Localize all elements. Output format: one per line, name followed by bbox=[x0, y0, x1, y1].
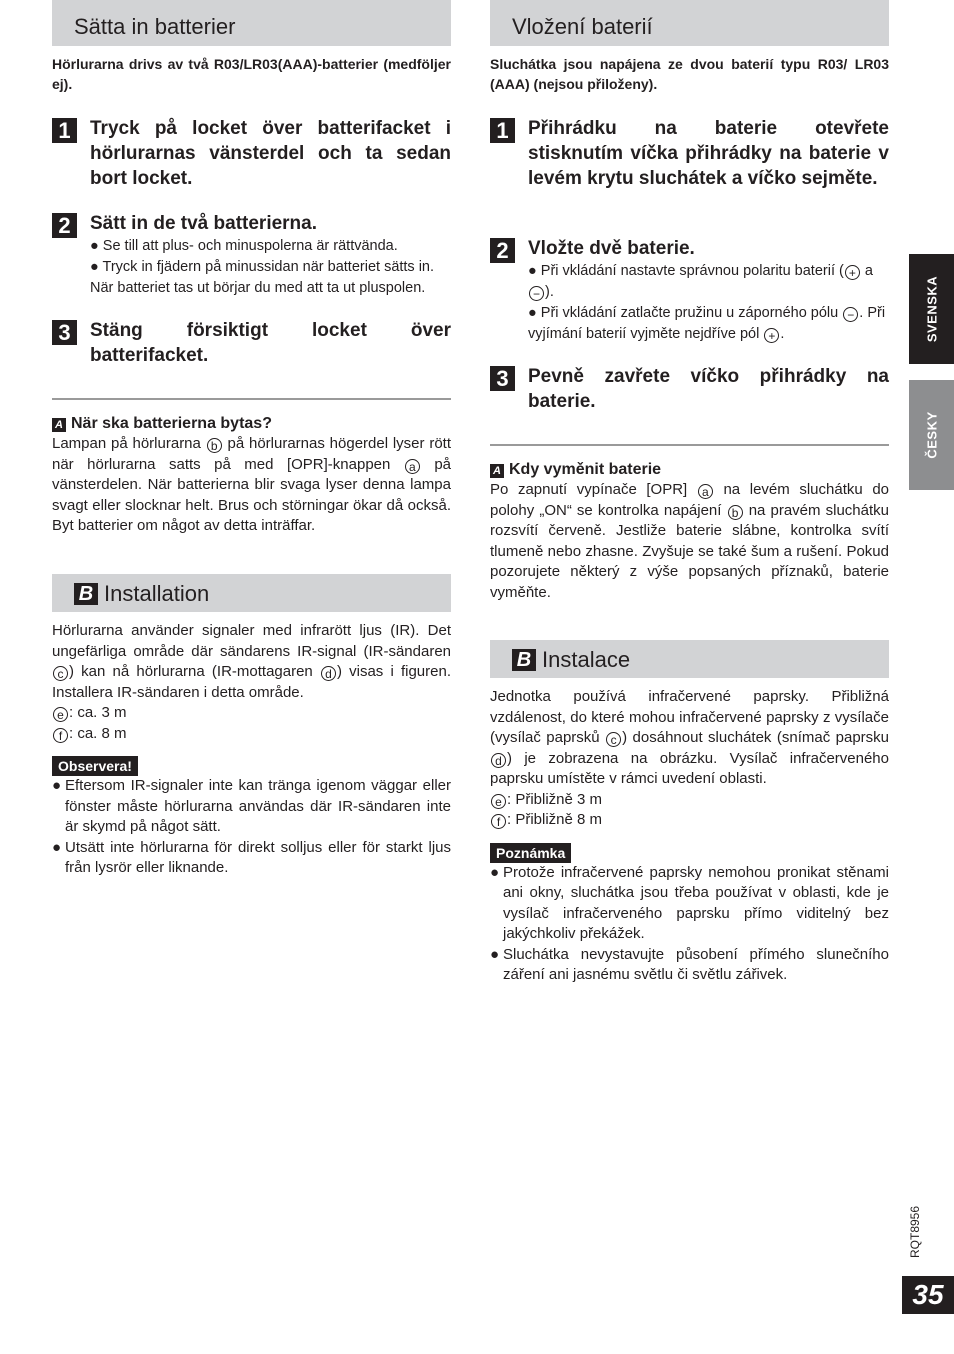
step-text: Tryck på locket över batterifacket i hörlurarnas vänsterdel och ta sedan bort locket. bbox=[90, 118, 451, 189]
swedish-column bbox=[52, 0, 452, 876]
step-number: 1 bbox=[490, 118, 515, 143]
label-b-icon: B bbox=[74, 583, 98, 605]
step-bullet: ● Tryck in fjädern på minussidan när batteriet sätts in. När batteriet tas ut börjar du med att ta ut pluspolen. bbox=[90, 259, 435, 296]
subsection-heading: A Kdy vyměnit baterie bbox=[490, 460, 889, 480]
plus-icon: + bbox=[845, 265, 860, 280]
paragraph: Hörlurarna använder signaler med infrarött ljus (IR). Det ungefärliga område där sändarens IR-signal (IR-sändaren c ) kan nå hörlurarna (IR-mottagaren d ) visas i figuren. Installera IR-sändaren i detta område. bbox=[52, 622, 451, 701]
note-label: Observera! bbox=[52, 756, 138, 776]
installation-body bbox=[52, 621, 451, 879]
step-text: Sätt in de två batterierna. bbox=[90, 213, 318, 234]
step-2 bbox=[52, 211, 451, 299]
callout-c-icon: c bbox=[53, 666, 68, 681]
paragraph: Po zapnutí vypínače [OPR] a na levém sluchátku do polohy „ON“ se kontrolka napájení b na pravém sluchátku rozsvítí červeně. Jestliže baterie slábne, kontrolka svítí tlumeně nebo zhasne. Zvyšuje se také šum a rušení. Pokud pozorujete některý z výše popsaných příznaků, baterie vyměňte. bbox=[490, 481, 890, 601]
callout-b-icon: b bbox=[728, 505, 743, 520]
callout-c-icon: c bbox=[606, 732, 621, 747]
tab-label: ČESKY bbox=[924, 411, 939, 459]
step-bullet: ● Při vkládání nastavte správnou polaritu baterií ( + a − ). bbox=[528, 263, 873, 301]
step-number: 2 bbox=[52, 213, 77, 238]
callout-f-icon: f bbox=[53, 728, 68, 743]
label-a-icon: A bbox=[490, 464, 504, 478]
tab-label: SVENSKA bbox=[924, 275, 939, 343]
step-text: Stäng försiktigt locket över batterifacket. bbox=[90, 320, 451, 366]
subsection-heading: A När ska batterierna bytas? bbox=[52, 414, 451, 434]
language-tab-svenska bbox=[909, 254, 954, 364]
step-2 bbox=[490, 236, 889, 345]
installation-body bbox=[490, 687, 889, 986]
language-tab-cesky bbox=[909, 380, 954, 490]
callout-a-icon: a bbox=[405, 459, 420, 474]
minus-icon: − bbox=[843, 307, 858, 322]
note-item: ● Utsätt inte hörlurarna för direkt solljus eller för starkt ljus från lysrör eller liknande. bbox=[52, 838, 451, 876]
minus-icon: − bbox=[529, 286, 544, 301]
callout-f-icon: f bbox=[491, 814, 506, 829]
callout-d-icon: d bbox=[491, 753, 506, 768]
note-item: ● Protože infračervené paprsky nemohou pronikat stěnami ani okny, sluchátka jsou třeba používat v oblasti, kde je vysílač infračerveného paprsku přímo viditelný bez jakýchkoliv překážek. bbox=[490, 863, 889, 942]
divider bbox=[490, 444, 889, 446]
distance-e: e : Přibližně 3 m bbox=[490, 790, 889, 811]
note-item: ● Sluchátka nevystavujte působení přímého slunečního záření ani jasnému světlu či světlu zářivek. bbox=[490, 945, 889, 983]
page-number: 35 bbox=[902, 1276, 954, 1314]
section-header bbox=[52, 0, 451, 46]
step-bullet: ● Při vkládání zatlačte pružinu u záporného pólu − . Při vyjímání baterií vyjměte nejdříve pól + . bbox=[528, 305, 886, 343]
label-b-icon: B bbox=[512, 649, 536, 671]
battery-replace-section bbox=[52, 414, 451, 537]
step-number: 3 bbox=[52, 320, 77, 345]
step-number: 1 bbox=[52, 118, 77, 143]
callout-a-icon: a bbox=[698, 484, 713, 499]
callout-e-icon: e bbox=[53, 707, 68, 722]
section-title: Installation bbox=[104, 581, 210, 606]
step-3 bbox=[490, 364, 889, 414]
distance-f: f : ca. 8 m bbox=[52, 724, 451, 745]
plus-icon: + bbox=[764, 328, 779, 343]
installation-header bbox=[490, 640, 889, 678]
intro-text: Hörlurarna drivs av två R03/LR03(AAA)-batterier (medföljer ej). bbox=[52, 56, 451, 92]
step-1 bbox=[52, 116, 451, 191]
divider bbox=[52, 398, 451, 400]
distance-f: f : Přibližně 8 m bbox=[490, 810, 889, 831]
step-1 bbox=[490, 116, 889, 191]
step-number: 3 bbox=[490, 366, 515, 391]
paragraph: Lampan på hörlurarna b på hörlurarnas högerdel lyser rött när hörlurarna satts på med [OPR]-knappen a på vänsterdelen. När batterierna blir svaga lyser denna lampa svagt eller slocknar helt. Brus och störningar ökar då också. Byt batterier om något av detta inträffar. bbox=[52, 435, 452, 534]
section-title: Sätta in batterier bbox=[74, 14, 236, 39]
label-a-icon: A bbox=[52, 418, 66, 432]
intro-text: Sluchátka jsou napájena ze dvou baterií typu R03/ LR03 (AAA) (nejsou přiloženy). bbox=[490, 56, 889, 92]
note-label: Poznámka bbox=[490, 843, 571, 863]
callout-b-icon: b bbox=[207, 438, 222, 453]
section-title: Instalace bbox=[542, 647, 631, 672]
step-text: Vložte dvě baterie. bbox=[528, 238, 695, 259]
paragraph: Jednotka používá infračervené paprsky. Přibližná vzdálenost, do které mohou infračervené paprsky z vysílače (vysílač paprsků c ) dosáhnout sluchátek (snímač paprsku d ) je zobrazena na obrázku. Vysílač infračerveného paprsku umístěte v rámci uvedení oblasti. bbox=[490, 688, 890, 787]
step-3 bbox=[52, 318, 451, 368]
battery-replace-section bbox=[490, 460, 889, 603]
czech-column bbox=[490, 0, 890, 983]
installation-header bbox=[52, 574, 451, 612]
callout-d-icon: d bbox=[321, 666, 336, 681]
document-code: RQT8956 bbox=[908, 1205, 922, 1259]
callout-e-icon: e bbox=[491, 794, 506, 809]
section-header bbox=[490, 0, 889, 46]
section-title: Vložení baterií bbox=[512, 14, 653, 39]
step-text: Pevně zavřete víčko přihrádky na baterie. bbox=[528, 366, 889, 412]
step-text: Přihrádku na baterie otevřete stisknutím víčka přihrádky na baterie v levém krytu sluchátek a víčko sejměte. bbox=[528, 118, 889, 189]
distance-e: e : ca. 3 m bbox=[52, 703, 451, 724]
note-item: ● Eftersom IR-signaler inte kan tränga igenom väggar eller fönster måste hörlurarna användas där IR-sändaren inte är skymd på något sätt. bbox=[52, 777, 451, 835]
step-number: 2 bbox=[490, 238, 515, 263]
step-bullet: ● Se till att plus- och minuspolerna är rättvända. bbox=[90, 238, 398, 254]
